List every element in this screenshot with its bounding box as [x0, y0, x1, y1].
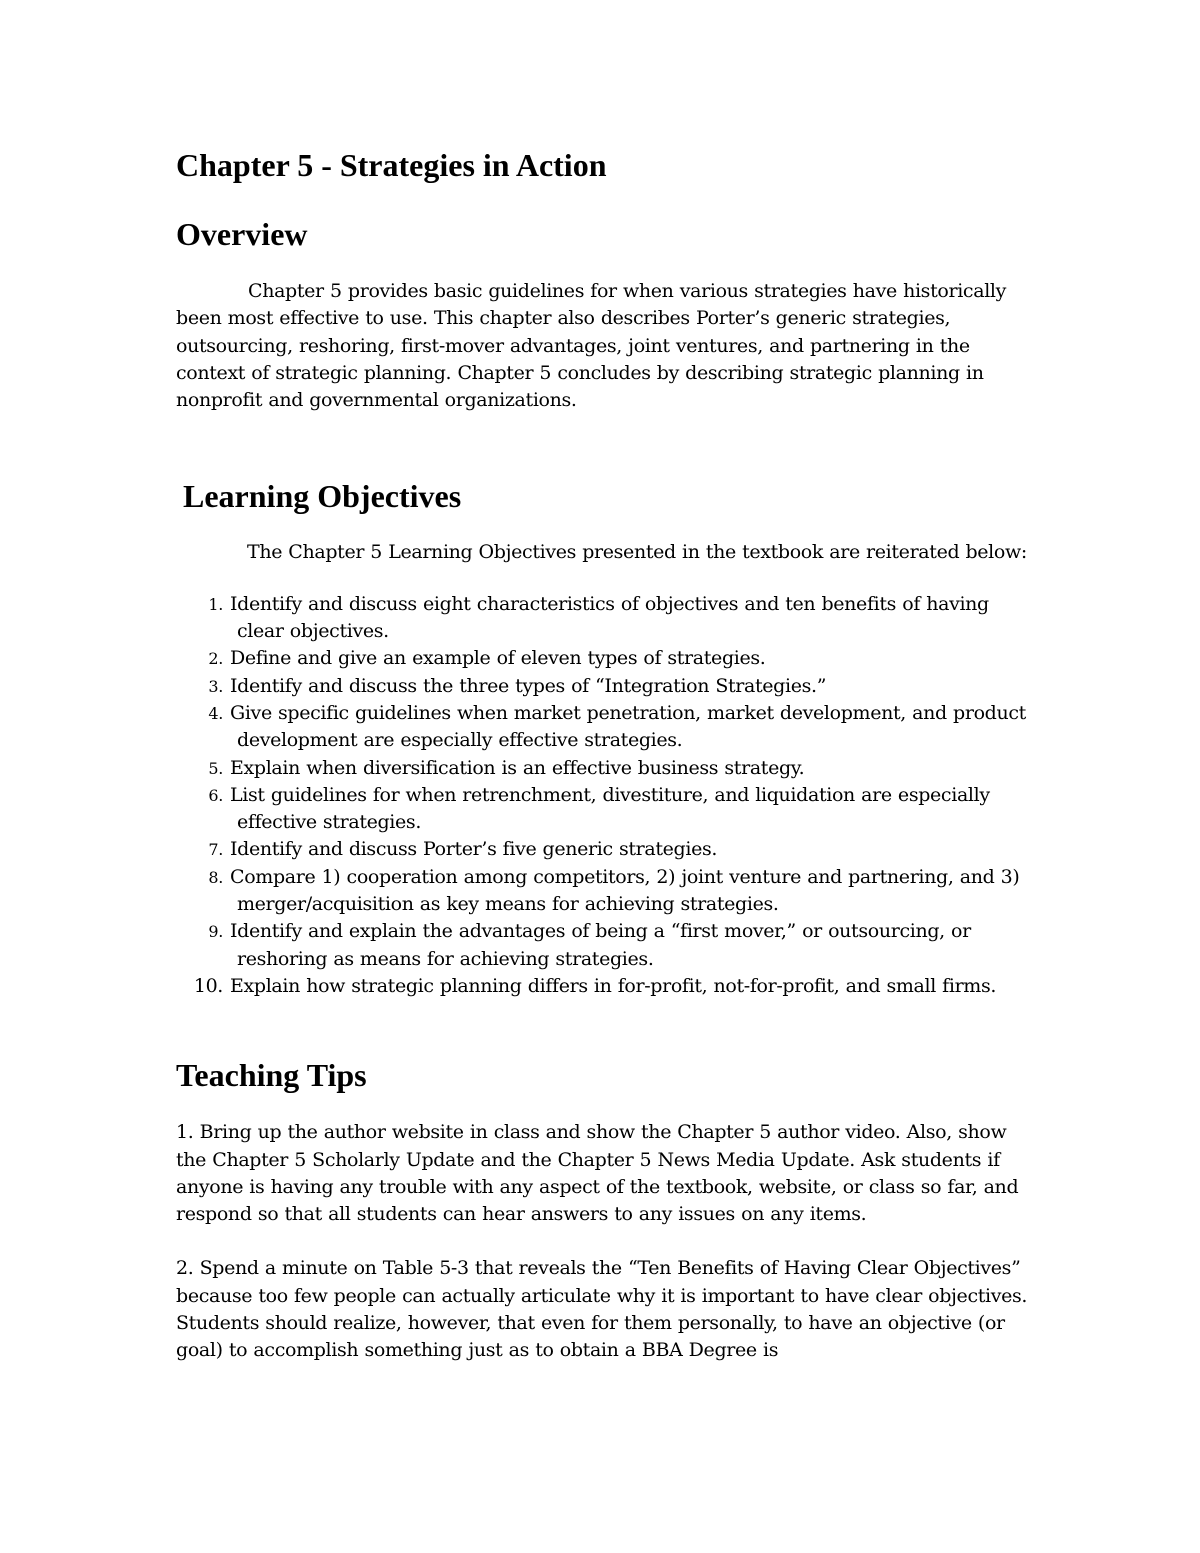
list-item-text — [223, 973, 1036, 1000]
list-item-continuation: clear objectives. — [237, 620, 389, 643]
list-item-line: Identify and discuss eight characteristics of objectives and ten benefits of having — [230, 592, 989, 615]
list-item-line: Explain how strategic planning differs in for-profit, not-for-profit, and small firms. — [230, 974, 997, 997]
list-item — [176, 645, 1036, 672]
teaching-tip-1: 1. Bring up the author website in class and show the Chapter 5 author video. Also, show the Chapter 5 Scholarly Update and the Chapter 5 News Media Update. Ask students if anyone is having any trouble with any aspect of the textbook, website, or class so far, and respond so that all students can hear answers to any issues on any items. — [176, 1121, 1019, 1226]
list-item-continuation: reshoring as means for achieving strategies. — [237, 947, 654, 970]
list-item — [176, 782, 1036, 837]
list-item — [176, 700, 1036, 755]
learning-objectives-heading: Learning Objectives — [183, 478, 462, 515]
list-item-number: 3. — [208, 676, 223, 696]
list-item-line: Give specific guidelines when market penetration, market development, and product — [230, 701, 1026, 724]
chapter-title: Chapter 5 - Strategies in Action — [176, 147, 607, 183]
list-item — [176, 591, 1036, 646]
teaching-tips-heading: Teaching Tips — [176, 1057, 367, 1094]
list-item-line: Compare 1) cooperation among competitors, 2) joint venture and partnering, and 3) — [230, 865, 1020, 888]
learning-objectives-intro: The Chapter 5 Learning Objectives presented in the textbook are reiterated below: — [247, 541, 1027, 564]
list-item — [176, 836, 1036, 863]
list-item-line: List guidelines for when retrenchment, divestiture, and liquidation are especially — [230, 783, 990, 806]
list-item-continuation: development are especially effective strategies. — [237, 729, 683, 752]
list-item-text — [223, 782, 1036, 837]
list-item-text — [223, 864, 1036, 919]
list-item-continuation: effective strategies. — [237, 811, 422, 834]
list-item-text — [223, 700, 1036, 755]
list-item — [176, 673, 1036, 700]
list-item-number: 5. — [208, 758, 223, 778]
list-item-line: Identify and discuss the three types of “Integration Strategies.” — [230, 674, 827, 697]
list-item-number: 7. — [208, 840, 223, 860]
list-item-line: Explain when diversification is an effective business strategy. — [230, 756, 805, 779]
list-item-text — [223, 836, 1036, 863]
list-item-continuation: merger/acquisition as key means for achieving strategies. — [237, 893, 779, 916]
list-item-line: Identify and discuss Porter’s five generic strategies. — [230, 838, 718, 861]
overview-paragraph: Chapter 5 provides basic guidelines for when various strategies have historically been most effective to use. This chapter also describes Porter’s generic strategies, outsourcing, reshoring, first-mover advantages, joint ventures, and partnering in the context of strategic planning. Chapter 5 concludes by describing strategic planning in nonprofit and governmental organizations. — [176, 280, 1007, 412]
document-page — [176, 140, 1036, 1365]
list-item-text — [223, 918, 1036, 973]
list-item-text — [223, 645, 1036, 672]
list-item — [176, 864, 1036, 919]
list-item-line: Identify and explain the advantages of being a “first mover,” or outsourcing, or — [230, 920, 971, 943]
teaching-tip-2: 2. Spend a minute on Table 5-3 that reveals the “Ten Benefits of Having Clear Objectives” because too few people can actually articulate why it is important to have clear objectives. Students should realize, however, that even for them personally, to have an objective (or goal) to accomplish something just as to obtain a BBA Degree is — [176, 1257, 1028, 1362]
list-item — [176, 973, 1036, 1000]
learning-objectives-list — [176, 591, 1036, 1000]
list-item-number: 8. — [208, 867, 223, 887]
list-item-line: Define and give an example of eleven types of strategies. — [230, 647, 766, 670]
list-item — [176, 755, 1036, 782]
list-item-number: 4. — [208, 703, 223, 723]
list-item-number: 6. — [208, 785, 223, 805]
list-item-text — [223, 673, 1036, 700]
list-item-number: 2. — [208, 649, 223, 669]
overview-heading: Overview — [176, 216, 308, 252]
list-item-number: 10. — [193, 974, 223, 997]
list-item — [176, 918, 1036, 973]
list-item-number: 9. — [208, 922, 223, 942]
list-item-text — [223, 755, 1036, 782]
list-item-text — [223, 591, 1036, 646]
list-item-number: 1. — [208, 594, 223, 614]
